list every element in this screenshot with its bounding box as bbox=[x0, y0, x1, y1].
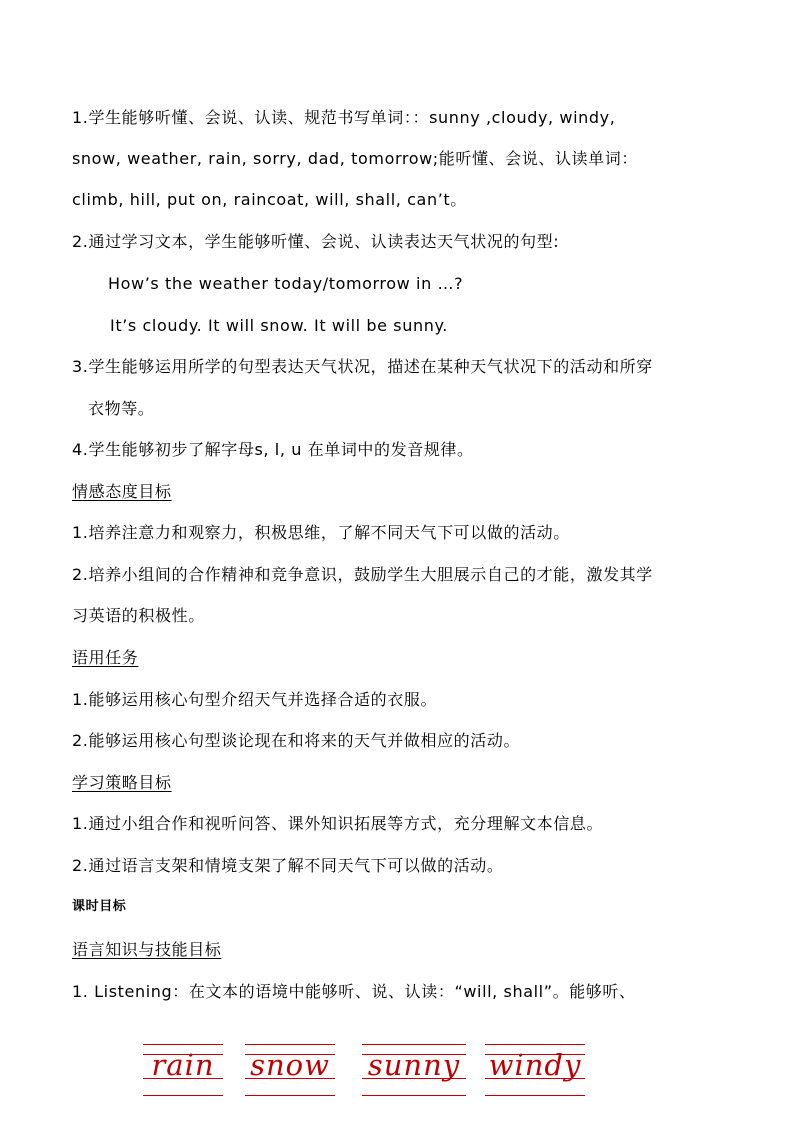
word-card-text: snow bbox=[250, 1048, 330, 1082]
heading-language-skills: 语言知识与技能目标 bbox=[72, 940, 222, 959]
strategy-goal-1: 1.通过小组合作和视听问答、课外知识拓展等方式，充分理解文本信息。 bbox=[72, 814, 604, 833]
heading-pragmatic-tasks: 语用任务 bbox=[72, 648, 139, 667]
pragmatic-task-2: 2.能够运用核心句型谈论现在和将来的天气并做相应的活动。 bbox=[72, 731, 521, 750]
emotional-goal-1: 1.培养注意力和观察力，积极思维，了解不同天气下可以做的活动。 bbox=[72, 523, 570, 542]
objective-1-line-2: snow, weather, rain, sorry, dad, tomorrow;能听懂、会说、认读单词： bbox=[72, 149, 638, 168]
strategy-goal-2: 2.通过语言支架和情境支架了解不同天气下可以做的活动。 bbox=[72, 856, 504, 875]
word-card-windy bbox=[485, 1044, 585, 1096]
emotional-goal-2-line-1: 2.培养小组间的合作精神和竞争意识，鼓励学生大胆展示自己的才能，激发其学 bbox=[72, 565, 653, 584]
sentence-pattern-answers: It’s cloudy. It will snow. It will be sunny. bbox=[110, 316, 448, 335]
objective-1-line-3: climb, hill, put on, raincoat, will, shall, can’t。 bbox=[72, 190, 467, 209]
word-card-rain bbox=[143, 1044, 223, 1096]
objective-4-line: 4.学生能够初步了解字母s, l, u 在单词中的发音规律。 bbox=[72, 440, 474, 459]
objective-2-line: 2.通过学习文本，学生能够听懂、会说、认读表达天气状况的句型: bbox=[72, 232, 560, 251]
word-card-text: windy bbox=[488, 1048, 582, 1082]
listening-goal: 1. Listening：在文本的语境中能够听、说、认读：“will, shall”。能够听、 bbox=[72, 982, 636, 1001]
objective-1-line-1: 1.学生能够听懂、会说、认读、规范书写单词：：sunny ,cloudy, windy, bbox=[72, 108, 616, 127]
heading-lesson-goals: 课时目标 bbox=[72, 899, 127, 914]
heading-emotional-goals: 情感态度目标 bbox=[72, 482, 172, 501]
objective-3-line-2: 衣物等。 bbox=[88, 399, 155, 418]
heading-learning-strategy: 学习策略目标 bbox=[72, 773, 172, 792]
sentence-pattern-question: How’s the weather today/tomorrow in …? bbox=[108, 274, 464, 293]
pragmatic-task-1: 1.能够运用核心句型介绍天气并选择合适的衣服。 bbox=[72, 690, 438, 709]
word-card-text: rain bbox=[151, 1048, 215, 1082]
word-card-text: sunny bbox=[367, 1048, 461, 1082]
emotional-goal-2-line-2: 习英语的积极性。 bbox=[72, 606, 205, 625]
word-card-sunny bbox=[362, 1044, 466, 1096]
word-card-snow bbox=[245, 1044, 335, 1096]
objective-3-line-1: 3.学生能够运用所学的句型表达天气状况，描述在某种天气状况下的活动和所穿 bbox=[72, 357, 653, 376]
